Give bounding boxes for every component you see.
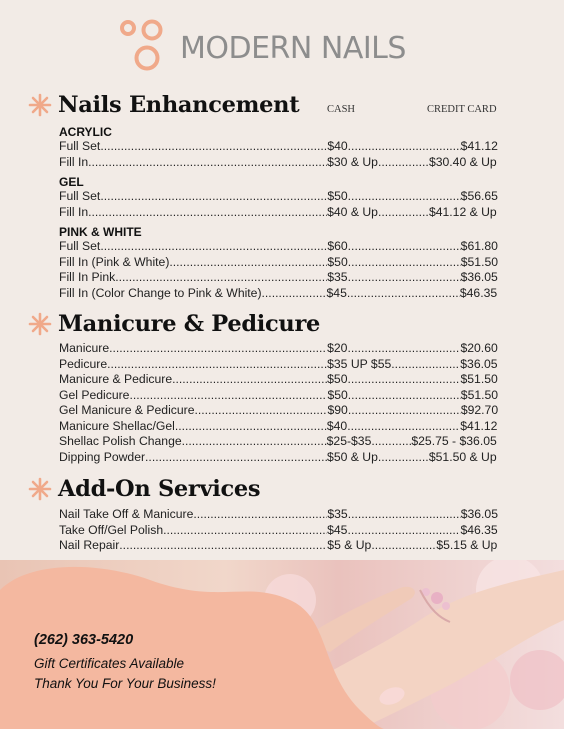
leader-dots: [262, 286, 327, 300]
service-name: Fill In Pink: [59, 270, 116, 284]
leader-dots: [145, 450, 327, 464]
leader-dots: [371, 434, 411, 448]
leader-dots: [378, 205, 429, 219]
service-name: Gel Pedicure: [59, 387, 130, 402]
service-name: Fill In (Color Change to Pink & White): [59, 285, 262, 300]
price-row: [59, 339, 497, 355]
leader-dots: [371, 538, 436, 552]
cash-price: $30 & Up: [327, 155, 378, 169]
cash-price: $40: [326, 418, 348, 433]
leader-dots: [107, 357, 327, 371]
price-row: [59, 386, 497, 402]
leader-dots: [88, 155, 327, 169]
leader-dots: [193, 507, 327, 521]
price-row: [59, 505, 497, 521]
cash-price: $45: [326, 285, 347, 300]
leader-dots: [348, 139, 461, 153]
service-name: Manicure Shellac/Gel: [59, 418, 175, 433]
cash-column-header: CASH: [327, 104, 356, 115]
leader-dots: [348, 507, 461, 521]
credit-price: $46.35: [459, 285, 498, 300]
price-row: [59, 137, 497, 153]
credit-price: $41.12: [460, 139, 498, 153]
leader-dots: [88, 205, 327, 219]
cash-price: $40 & Up: [327, 205, 378, 219]
service-name: Fill In: [59, 155, 89, 169]
price-row: [59, 253, 497, 269]
leader-dots: [348, 270, 461, 284]
credit-column-header: CREDIT CARD: [427, 104, 497, 115]
footer-banner: [0, 560, 564, 729]
leader-dots: [172, 372, 327, 386]
price-row: [59, 448, 497, 464]
service-name: Full Set: [59, 239, 101, 253]
price-row: [59, 237, 497, 253]
service-name: Manicure: [59, 341, 110, 355]
credit-price: $30.40 & Up: [428, 155, 497, 169]
leader-dots: [119, 538, 327, 552]
leader-dots: [348, 255, 461, 269]
credit-price: $56.65: [460, 189, 498, 203]
price-row: [59, 153, 497, 169]
leader-dots: [378, 450, 429, 464]
leader-dots: [175, 419, 327, 433]
price-row: [59, 187, 497, 203]
credit-price: $36.05: [460, 356, 498, 371]
leader-dots: [194, 403, 327, 417]
leader-dots: [347, 523, 460, 537]
credit-price: $46.35: [460, 522, 498, 537]
cash-price: $50: [327, 372, 348, 386]
service-name: Gel Manicure & Pedicure: [59, 403, 195, 417]
cash-price: $35 UP $55: [327, 356, 392, 371]
service-name: Nail Take Off & Manicure: [59, 507, 194, 521]
cash-price: $50: [327, 387, 348, 402]
credit-price: $41.12: [460, 418, 498, 433]
credit-price: $51.50: [460, 387, 499, 402]
section-add-on-services: [28, 476, 260, 502]
price-row: [59, 370, 497, 386]
service-name: Full Set: [59, 139, 101, 153]
category-pink-white: PINK & WHITE: [59, 225, 142, 239]
leader-dots: [347, 286, 460, 300]
leader-dots: [348, 403, 461, 417]
cash-price: $20: [327, 341, 348, 355]
credit-price: $51.50: [460, 372, 498, 386]
price-row: [59, 401, 497, 417]
credit-price: $61.80: [460, 239, 498, 253]
credit-price: $25.75 - $36.05: [411, 434, 497, 448]
credit-price: $20.60: [460, 341, 498, 355]
sparkle-icon: [28, 312, 52, 336]
price-row: [59, 284, 497, 300]
price-row: [59, 432, 497, 448]
leader-dots: [347, 419, 460, 433]
credit-price: $36.05: [460, 270, 498, 284]
service-name: Shellac Polish Change: [59, 434, 182, 448]
leader-dots: [347, 372, 460, 386]
service-name: Full Set: [59, 189, 101, 203]
leader-dots: [109, 341, 327, 355]
price-row: [59, 203, 497, 219]
leader-dots: [348, 189, 461, 203]
cash-price: $35: [327, 507, 348, 521]
section-title: Add-On Services: [58, 476, 261, 502]
cash-price: $60: [327, 239, 348, 253]
cash-price: $5 & Up: [327, 538, 372, 552]
service-name: Fill In: [59, 205, 89, 219]
price-row: [59, 536, 497, 552]
credit-price: $51.50 & Up: [428, 449, 497, 464]
leader-dots: [391, 357, 460, 371]
price-row: [59, 355, 497, 371]
cash-price: $50 & Up: [327, 449, 378, 464]
sparkle-icon: [28, 93, 52, 117]
section-title: Manicure & Pedicure: [58, 311, 321, 337]
leader-dots: [163, 523, 327, 537]
leader-dots: [169, 255, 327, 269]
leader-dots: [348, 388, 461, 402]
cash-price: $35: [327, 270, 348, 284]
thank-you-text: Thank You For Your Business!: [34, 676, 216, 691]
service-name: Take Off/Gel Polish: [59, 522, 164, 537]
credit-price: $92.70: [460, 403, 499, 417]
cash-price: $45: [327, 522, 348, 537]
service-name: Nail Repair: [59, 538, 120, 552]
price-row: [59, 268, 497, 284]
leader-dots: [100, 239, 327, 253]
credit-price: $41.12 & Up: [428, 205, 497, 219]
credit-price: $5.15 & Up: [436, 538, 498, 552]
category-gel: GEL: [59, 175, 84, 189]
leader-dots: [100, 189, 327, 203]
category-acrylic: ACRYLIC: [59, 125, 112, 139]
cash-price: $40: [327, 139, 348, 153]
credit-price: $36.05: [460, 507, 498, 521]
service-name: Pedicure: [59, 356, 108, 371]
leader-dots: [347, 341, 460, 355]
leader-dots: [115, 270, 327, 284]
section-manicure-pedicure: [28, 311, 320, 337]
leader-dots: [378, 155, 429, 169]
section-nails-enhancement: [28, 92, 299, 118]
section-title: Nails Enhancement: [58, 92, 300, 118]
logo-circles-icon: [118, 18, 164, 74]
cash-price: $50: [327, 254, 348, 269]
brand-logo: [118, 18, 406, 74]
cash-price: $50: [327, 189, 348, 203]
service-name: Dipping Powder: [59, 449, 146, 464]
service-name: Manicure & Pedicure: [59, 372, 173, 386]
service-name: Fill In (Pink & White): [59, 254, 170, 269]
price-row: [59, 521, 497, 537]
cash-price: $25-$35: [326, 434, 372, 448]
credit-price: $51.50: [460, 254, 499, 269]
leader-dots: [100, 139, 327, 153]
gift-certificates-text: Gift Certificates Available: [34, 656, 185, 671]
leader-dots: [348, 239, 461, 253]
phone-number[interactable]: (262) 363-5420: [34, 632, 134, 648]
price-row: [59, 417, 497, 433]
brand-name: MODERN NAILS: [180, 30, 406, 66]
sparkle-icon: [28, 477, 52, 501]
leader-dots: [182, 434, 327, 448]
cash-price: $90: [327, 403, 348, 417]
leader-dots: [129, 388, 327, 402]
